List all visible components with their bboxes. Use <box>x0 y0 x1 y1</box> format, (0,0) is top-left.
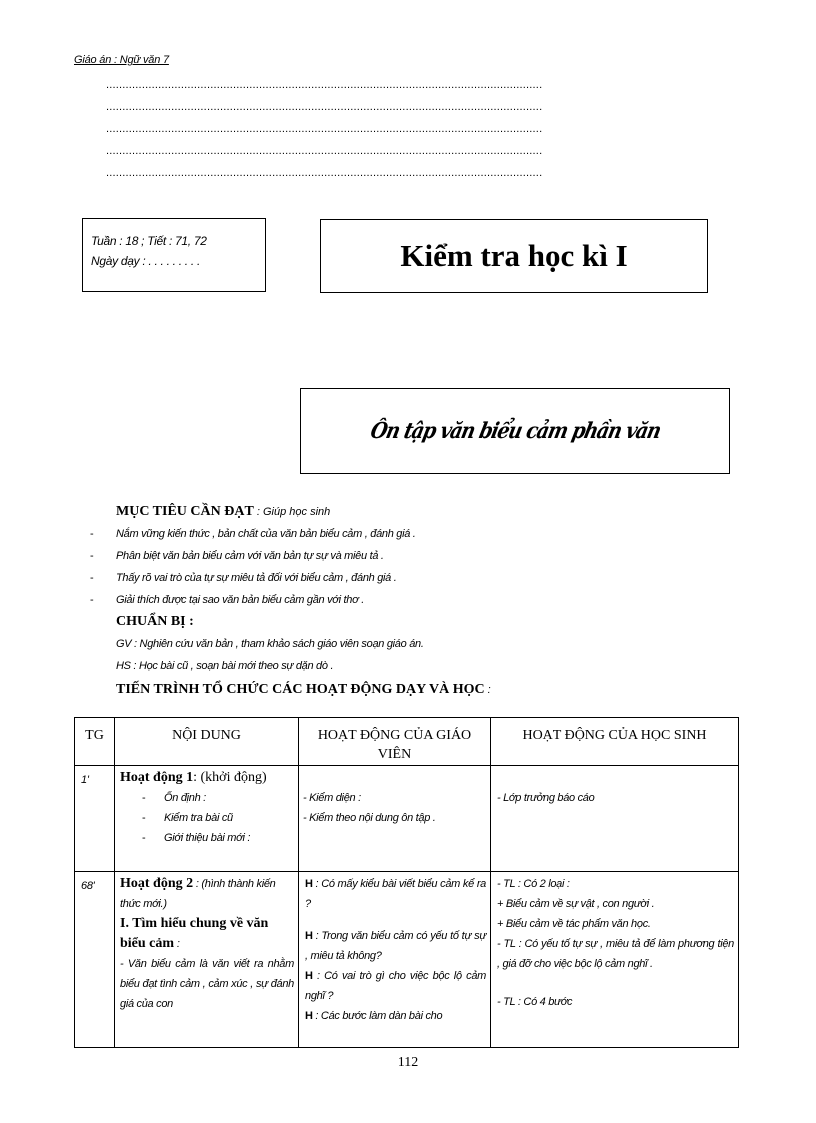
row1-time: 1' <box>75 766 115 872</box>
preparation-student: HS : Học bài cũ , soạn bài mới theo sự dặn dò . <box>116 660 334 672</box>
teaching-date: Ngày dạy : . . . . . . . . . <box>91 254 200 268</box>
col-header-content: NỘI DUNG <box>115 718 299 766</box>
dotted-line: ...................................................................................................................................... <box>106 168 543 179</box>
preparation-teacher: GV : Nghiên cứu văn bản , tham khảo sách giáo viên soạn giáo án. <box>116 638 424 650</box>
lesson-title: Kiểm tra học kì I <box>400 238 628 273</box>
row2-teacher: H : Có mấy kiểu bài viết biểu cảm kể ra ? H : Trong văn biểu cảm có yếu tố tự sự , miêu tả không? H : Có vai trò gì cho việc bộc lộ cảm nghĩ ? H : Các bước làm dàn bài cho <box>299 872 491 1048</box>
row1-teacher: - Kiểm diện : - Kiểm theo nội dung ôn tập . <box>299 766 491 872</box>
preparation-heading: CHUẨN BỊ : <box>116 614 194 629</box>
content-item: - Giới thiệu bài mới : <box>138 828 294 848</box>
objectives-heading: MỤC TIÊU CẦN ĐẠT : Giúp học sinh <box>116 504 331 519</box>
process-heading: TIẾN TRÌNH TỔ CHỨC CÁC HOẠT ĐỘNG DẠY VÀ HỌC : <box>116 682 491 697</box>
page-number: 112 <box>397 1055 419 1070</box>
objective-item: - Nắm vững kiến thức , bản chất của văn bản biểu cảm , đánh giá . <box>90 528 416 540</box>
table-header-row <box>75 718 739 766</box>
dotted-line: ...................................................................................................................................... <box>106 102 543 113</box>
row1-content: Hoạt động 1: (khởi động) - Ổn định : - Kiểm tra bài cũ - Giới thiệu bài mới : <box>115 766 299 872</box>
week-lesson: Tuần : 18 ; Tiết : 71, 72 <box>91 234 207 248</box>
table-row <box>75 766 739 872</box>
dotted-line: ...................................................................................................................................... <box>106 80 543 91</box>
course-header: Giáo án : Ngữ văn 7 <box>74 54 169 66</box>
col-header-time: TG <box>75 718 115 766</box>
handwritten-subtitle: Ôn tập văn biểu cảm phần văn <box>367 418 663 444</box>
objective-item: - Thấy rõ vai trò của tự sự miêu tả đối với biểu cảm , đánh giá . <box>90 572 397 584</box>
handwritten-subtitle-box <box>300 388 730 474</box>
lesson-info-box <box>82 218 266 292</box>
lesson-plan-table <box>74 717 739 1048</box>
row2-content: Hoạt động 2 : (hình thành kiến thức mới.) I. Tìm hiểu chung về văn biểu cảm : - Văn biểu cảm là văn viết ra nhằm biểu đạt tình cảm , cảm xúc , sự đánh giá của con <box>115 872 299 1048</box>
objective-item: - Phân biệt văn bản biểu cảm với văn bản tự sự và miêu tả . <box>90 550 384 562</box>
objective-item: - Giải thích được tại sao văn bản biểu cảm gần với thơ . <box>90 594 364 606</box>
row2-time: 68' <box>75 872 115 1048</box>
col-header-teacher: HOẠT ĐỘNG CỦA GIÁO VIÊN <box>299 718 491 766</box>
row2-student: - TL : Có 2 loại : + Biểu cảm về sự vật , con người . + Biểu cảm về tác phẩm văn học. - TL : Có yếu tố tự sự , miêu tả để làm phương tiện , giá đỡ cho việc bộc lộ cảm nghĩ . - TL : Có 4 bước <box>491 872 739 1048</box>
dotted-line: ...................................................................................................................................... <box>106 146 543 157</box>
col-header-student: HOẠT ĐỘNG CỦA HỌC SINH <box>491 718 739 766</box>
table-row <box>75 872 739 1048</box>
row1-student: - Lớp trưởng báo cáo <box>491 766 739 872</box>
dotted-line: ...................................................................................................................................... <box>106 124 543 135</box>
lesson-title-box <box>320 219 708 293</box>
content-item: - Ổn định : <box>138 788 294 808</box>
content-item: - Kiểm tra bài cũ <box>138 808 294 828</box>
